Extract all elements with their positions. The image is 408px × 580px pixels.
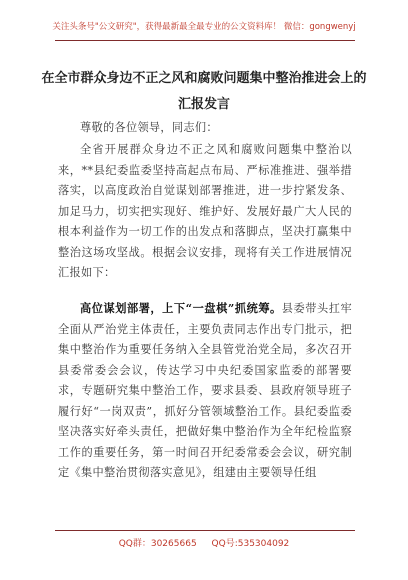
top-banner: 关注头条号"公文研究"，获得最新最全最专业的公文资料库！ 微信：gongwenyj xyxy=(52,22,356,32)
paragraph-body: 县委带头扛牢全面从严治党主体责任，主要负责同志作出专门批示，把集中整治作为重要任务纳入全县管党治党全局，多次召开县委常委会会议，传达学习中央纪委国家监委的部署要求，专题研究集中整治工作，要求县委、县政府领导班子履行好“一岗双责”，抓好分管领域整治工作。县纪委监委坚决落实好牵头责任，把做好集中整治作为全年纪检监察工作的重要任务，第一时间召开纪委常委会会议，研究制定《集中整治贯彻落实意见》，组建由主要领导任组 xyxy=(58,302,352,479)
top-divider xyxy=(55,40,355,41)
footer-qq-group: QQ群：30265665 xyxy=(118,539,197,549)
document-title-line1: 在全市群众身边不正之风和腐败问题集中整治推进会上的 xyxy=(41,71,367,86)
paragraph-lead: 高位谋划部署，上下“一盘棋”抓统筹。 xyxy=(80,301,282,315)
footer-qq-number: QQ号:535304092 xyxy=(211,539,290,549)
bottom-divider xyxy=(55,530,355,531)
document-title-line2: 汇报发言 xyxy=(177,97,230,112)
footer xyxy=(0,536,408,549)
greeting: 尊敬的各位领导，同志们： xyxy=(80,121,218,134)
paragraph-deployment xyxy=(58,298,352,484)
paragraph-intro: 全省开展群众身边不正之风和腐败问题集中整治以来，**县纪委监委坚持高起点布局、严标准推进、强举措落实，以高度政治自觉谋划部署推进，进一步拧紧发条、加足马力，切实把实现好、维护好、发展好最广大人民的根本利益作为一切工作的出发点和落脚点，坚决打赢集中整治这场攻坚战。根据会议安排，现将有关工作进展情况汇报如下： xyxy=(58,143,352,279)
